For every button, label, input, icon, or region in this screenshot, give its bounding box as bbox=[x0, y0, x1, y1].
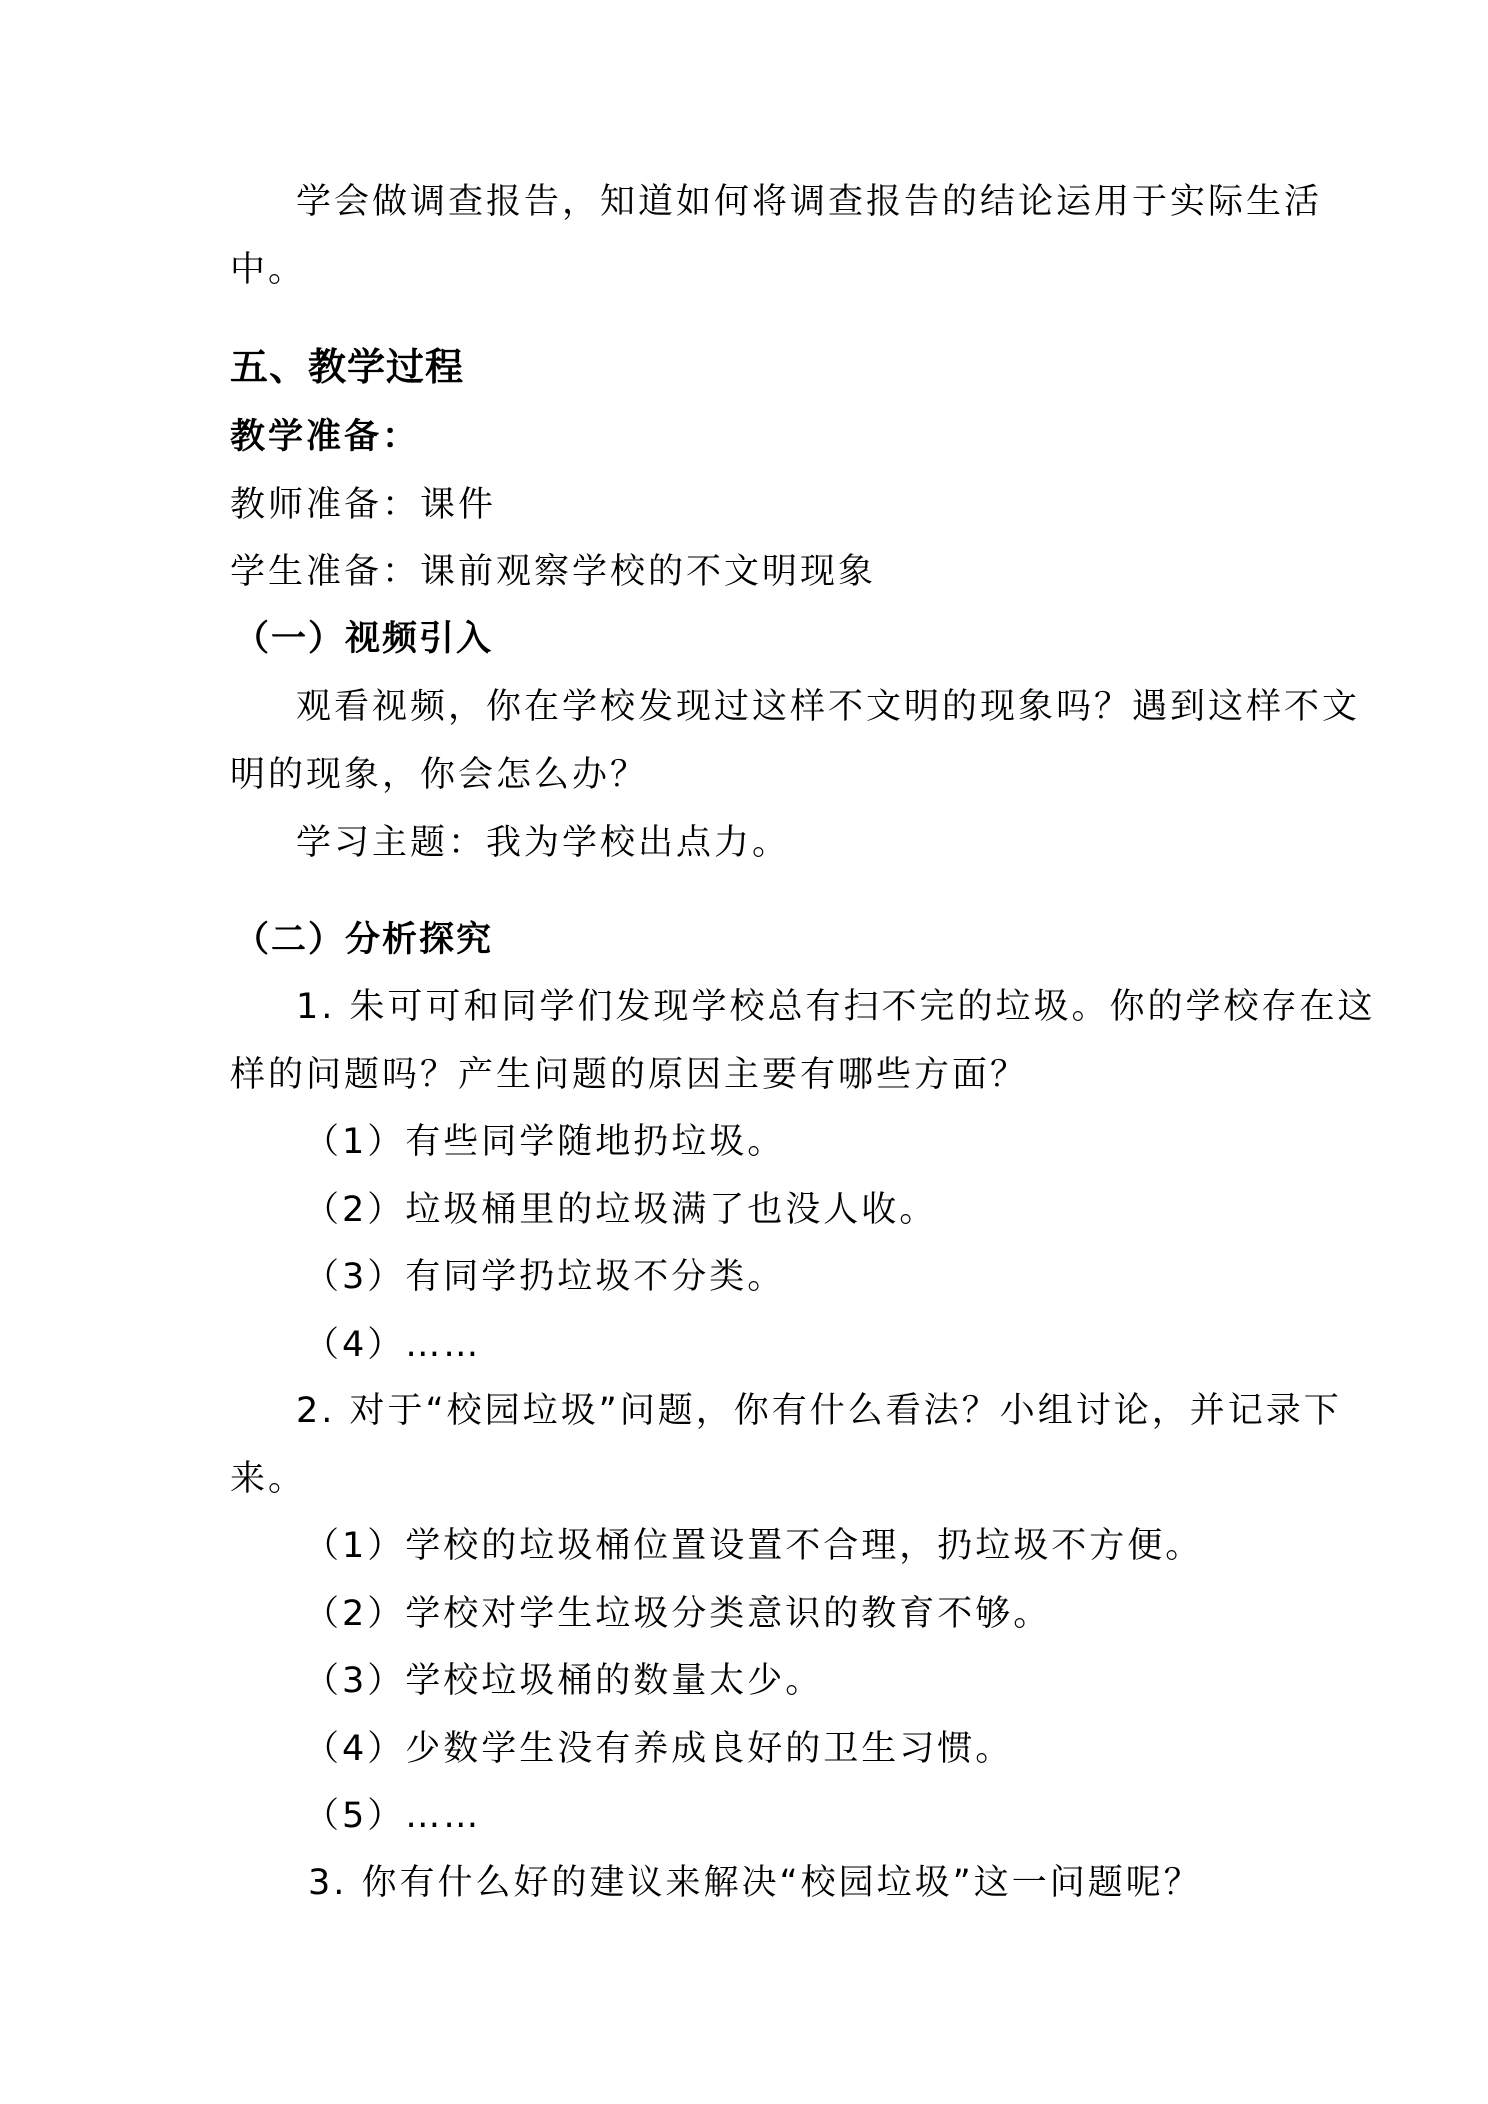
teacher-prep: 教师准备：课件 bbox=[230, 485, 497, 525]
q2-list-item: （3）学校垃圾桶的数量太少。 bbox=[304, 1661, 824, 1701]
prep-title: 教学准备： bbox=[230, 417, 421, 457]
q2-list-item: （5）…… bbox=[304, 1796, 482, 1836]
q2-list-item: （2）学校对学生垃圾分类意识的教育不够。 bbox=[304, 1594, 1052, 1634]
part1-topic: 学习主题：我为学校出点力。 bbox=[296, 823, 791, 863]
student-prep: 学生准备：课前观察学校的不文明现象 bbox=[230, 552, 877, 592]
section-title: 五、教学过程 bbox=[230, 345, 465, 389]
part1-paragraph-line-2: 明的现象，你会怎么办？ bbox=[230, 755, 649, 795]
part1-title: （一）视频引入 bbox=[234, 619, 494, 659]
question-2-line-2: 来。 bbox=[230, 1459, 307, 1499]
objective-line-1: 学会做调查报告，知道如何将调查报告的结论运用于实际生活 bbox=[296, 182, 1323, 222]
q1-list-item: （1）有些同学随地扔垃圾。 bbox=[304, 1122, 786, 1162]
q1-list-item: （2）垃圾桶里的垃圾满了也没人收。 bbox=[304, 1190, 938, 1230]
question-3: 3. 你有什么好的建议来解决“校园垃圾”这一问题呢？ bbox=[308, 1863, 1202, 1903]
q1-list-item: （4）…… bbox=[304, 1325, 482, 1365]
question-2-line-1: 2. 对于“校园垃圾”问题，你有什么看法？小组讨论，并记录下 bbox=[296, 1391, 1342, 1431]
question-1-line-2: 样的问题吗？产生问题的原因主要有哪些方面？ bbox=[230, 1055, 1029, 1095]
part1-paragraph-line-1: 观看视频，你在学校发现过这样不文明的现象吗？遇到这样不文 bbox=[296, 687, 1361, 727]
q2-list-item: （4）少数学生没有养成良好的卫生习惯。 bbox=[304, 1729, 1014, 1769]
objective-line-2: 中。 bbox=[230, 250, 307, 290]
q1-list-item: （3）有同学扔垃圾不分类。 bbox=[304, 1257, 786, 1297]
question-1-line-1: 1. 朱可可和同学们发现学校总有扫不完的垃圾。你的学校存在这 bbox=[296, 987, 1376, 1027]
q2-list-item: （1）学校的垃圾桶位置设置不合理，扔垃圾不方便。 bbox=[304, 1526, 1204, 1566]
part2-title: （二）分析探究 bbox=[234, 920, 494, 960]
